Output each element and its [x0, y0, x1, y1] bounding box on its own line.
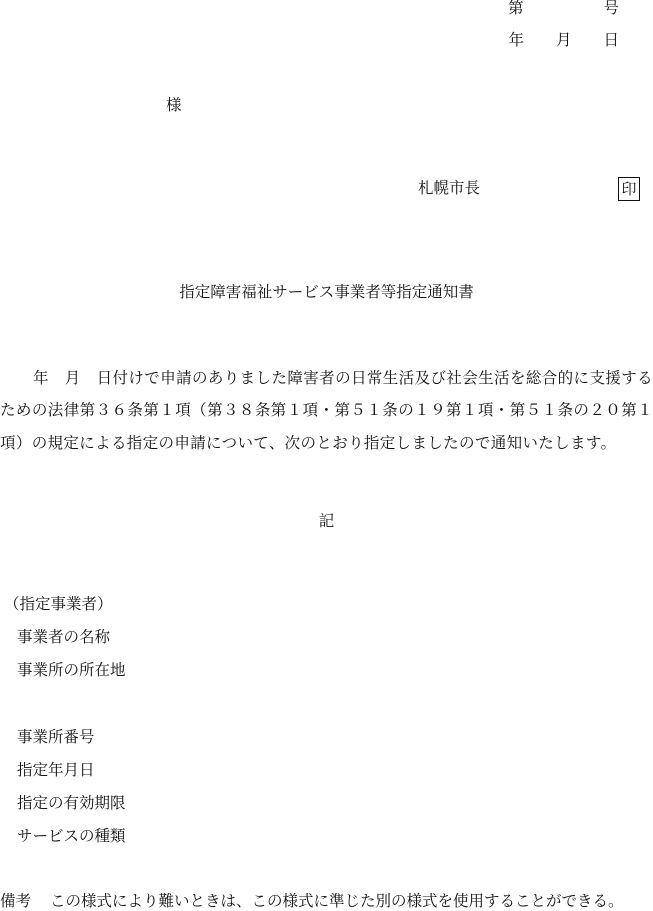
date-year: 年	[508, 31, 524, 49]
remarks-text: この様式により難いときは、この様式に準じた別の様式を使用することができる。	[50, 892, 624, 910]
document-number	[508, 1, 619, 17]
addressee-suffix: 様	[166, 96, 182, 114]
field-service-type: サービスの種類	[17, 827, 126, 845]
ki-heading: 記	[318, 512, 335, 530]
field-validity-period: 指定の有効期限	[17, 794, 126, 812]
number-prefix: 第	[507, 0, 524, 17]
date-day: 日	[603, 31, 619, 49]
notice-body: 年 月 日付けで申請のありました障害者の日常生活及び社会生活を総合的に支援するための法律第３６条第１項（第３８条第１項・第５１条の１９第１項・第５１条の２０第１項）の規定による指定の申請について、次のとおり指定しましたので通知いたします。	[0, 368, 653, 452]
document-title: 指定障害福祉サービス事業者等指定通知書	[179, 283, 474, 301]
number-suffix: 号	[603, 0, 619, 17]
section-heading: （指定事業者）	[4, 595, 113, 613]
issue-date	[508, 33, 619, 49]
seal-box: 印	[618, 177, 640, 201]
remarks	[0, 894, 624, 910]
issuer-title: 札幌市長	[418, 179, 481, 197]
field-designation-date: 指定年月日	[17, 761, 95, 779]
field-office-address: 事業所の所在地	[17, 661, 126, 679]
date-month: 月	[555, 31, 572, 49]
remarks-label: 備考	[0, 892, 32, 910]
field-office-number: 事業所番号	[17, 728, 95, 746]
field-business-name: 事業者の名称	[17, 628, 111, 646]
